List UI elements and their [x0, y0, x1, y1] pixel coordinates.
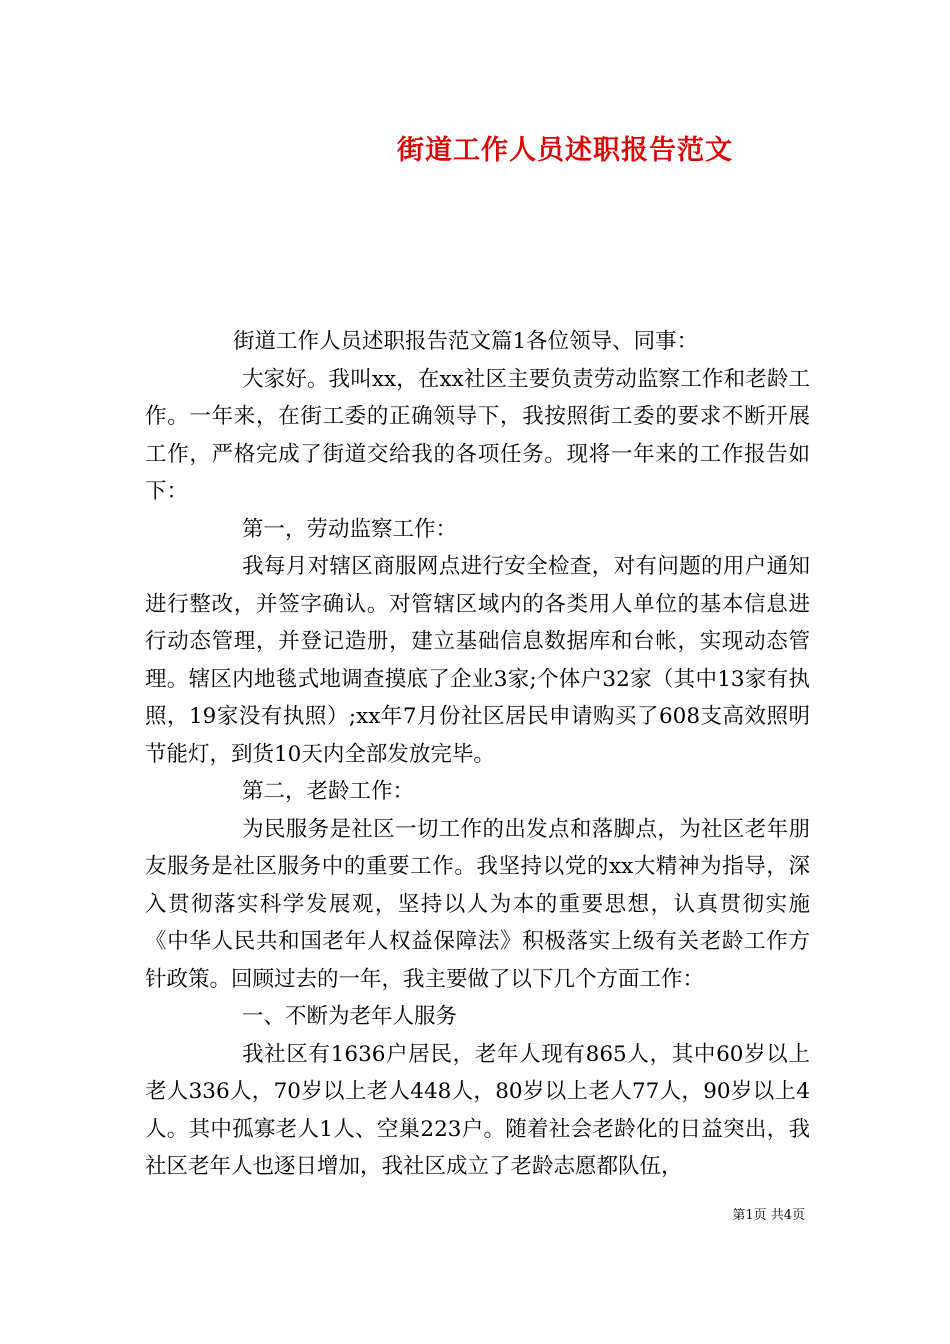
- paragraph-labor: 我每月对辖区商服网点进行安全检查，对有问题的用户通知进行整改，并签字确认。对管辖区域内的各类用人单位的基本信息进行动态管理，并登记造册，建立基础信息数据库和台帐，实现动态管理。辖区内地毯式地调查摸底了企业3家;个体户32家（其中13家有执照，19家没有执照）;xx年7月份社区居民申请购买了608支高效照明节能灯，到货10天内全部发放完毕。: [145, 554, 810, 767]
- paragraph-elderly: 为民服务是社区一切工作的出发点和落脚点，为社区老年朋友服务是社区服务中的重要工作。我坚持以党的xx大精神为指导，深入贯彻落实科学发展观，坚持以人为本的重要思想，认真贯彻实施《中华人民共和国老年人权益保障法》积极落实上级有关老龄工作方针政策。回顾过去的一年，我主要做了以下几个方面工作：: [145, 816, 810, 992]
- paragraph-intro: 大家好。我叫xx，在xx社区主要负责劳动监察工作和老龄工作。一年来，在街工委的正确领导下，我按照街工委的要求不断开展工作，严格完成了街道交给我的各项任务。现将一年来的工作报告如下：: [145, 366, 810, 504]
- page-footer: 第1页 共4页: [732, 1208, 805, 1223]
- document-body: [145, 323, 810, 1186]
- document-title: 街道工作人员述职报告范文: [397, 135, 733, 166]
- opening-line: 街道工作人员述职报告范文篇1各位领导、同事：: [233, 329, 699, 354]
- subsection-heading-service: 一、不断为老年人服务: [242, 1004, 458, 1029]
- section-heading-elderly: 第二，老龄工作：: [242, 779, 415, 804]
- paragraph-service: 我社区有1636户居民，老年人现有865人，其中60岁以上老人336人，70岁以上老人448人，80岁以上老人77人，90岁以上4人。其中孤寡老人1人、空巢223户。随着社会老龄化的日益突出，我社区老年人也逐日增加，我社区成立了老龄志愿都队伍，: [145, 1041, 810, 1179]
- section-heading-labor: 第一，劳动监察工作：: [242, 516, 458, 542]
